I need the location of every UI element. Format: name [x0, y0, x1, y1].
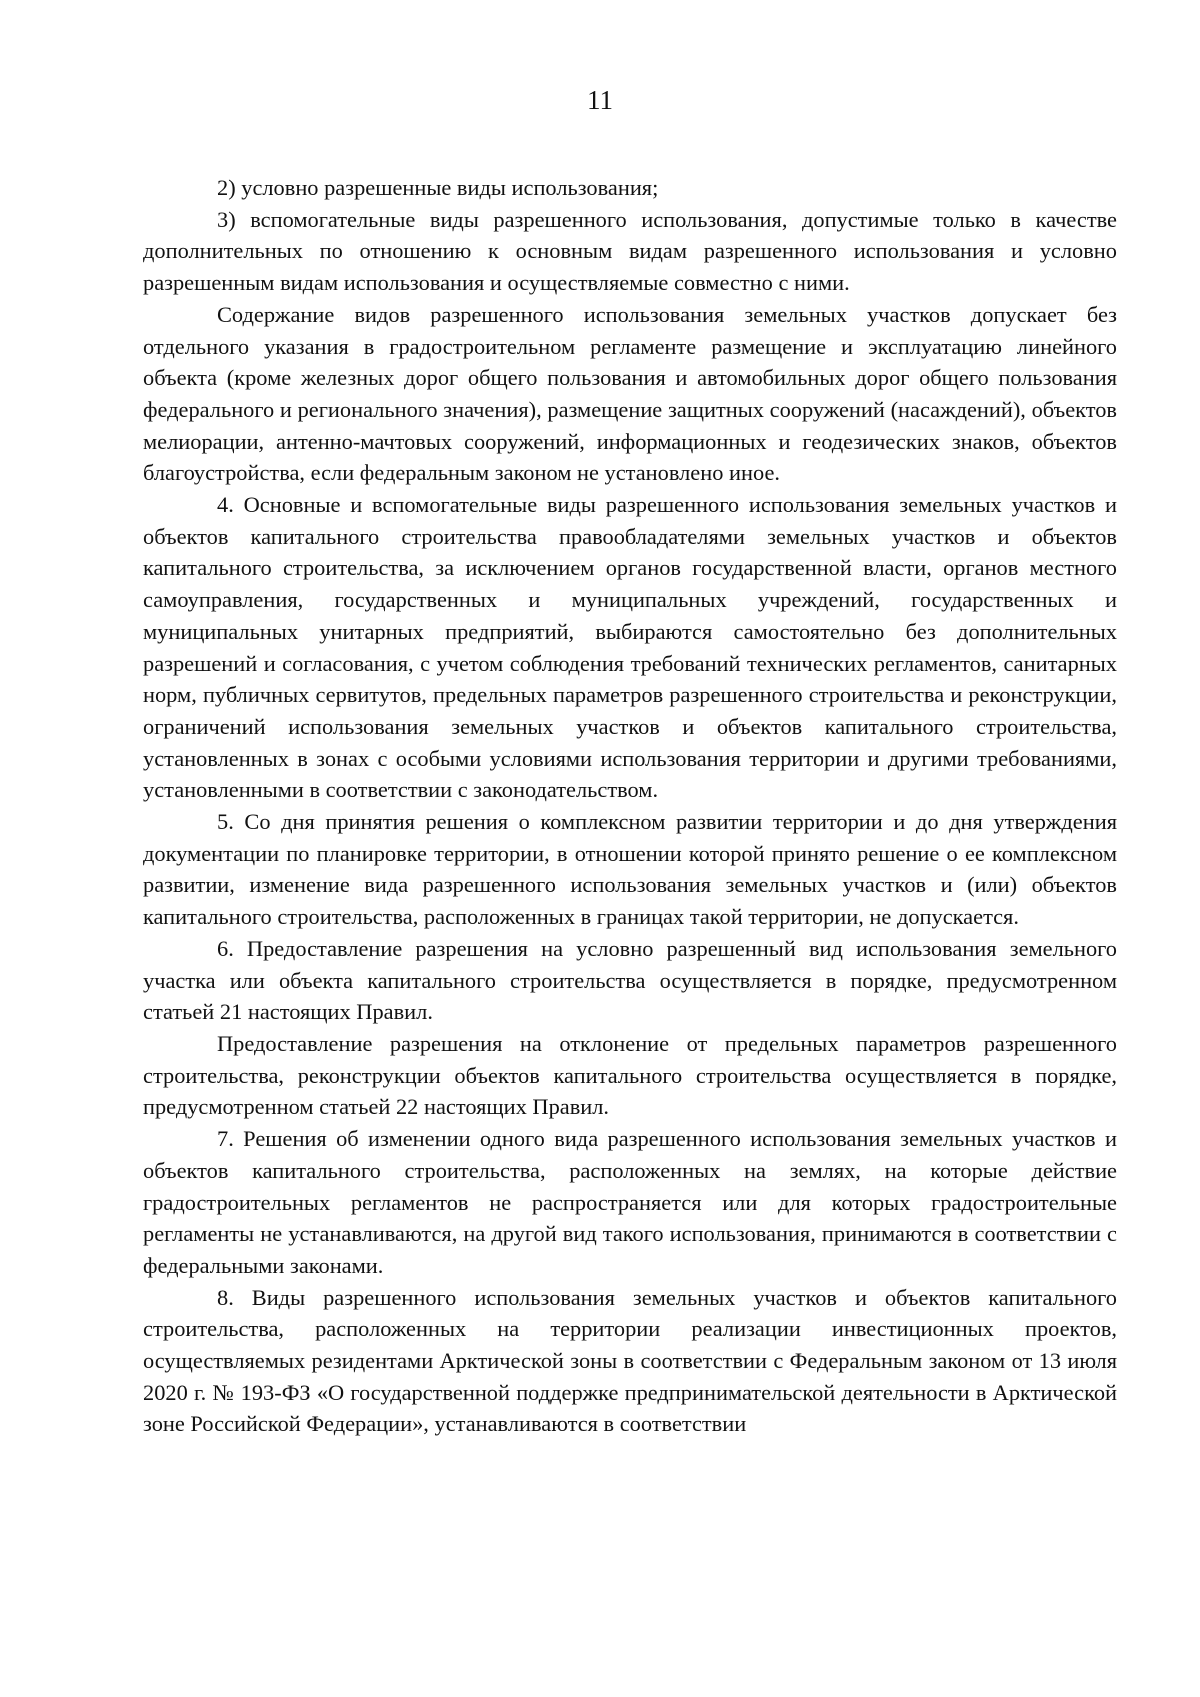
paragraph-clause-8: 8. Виды разрешенного использования земельных участков и объектов капитального строительства, расположенных на территории реализации инвестиционных проектов, осуществляемых резидентами Арктической зоны в соответствии с Федеральным законом от 13 июля 2020 г. № 193-ФЗ «О государственной поддержке предпринимательской деятельности в Арктической зоне Российской Федерации», устанавливаются в соответствии: [143, 1284, 1117, 1437]
document-body: [143, 172, 1117, 1440]
paragraph-clause-7: 7. Решения об изменении одного вида разрешенного использования земельных участков и объектов капитального строительства, расположенных на землях, на которые действие градостроительных регламентов не распространяется или для которых градостроительные регламенты не устанавливаются, на другой вид такого использования, принимаются в соответствии с федеральными законами.: [143, 1126, 1117, 1278]
paragraph-clause-6: 6. Предоставление разрешения на условно разрешенный вид использования земельного участка или объекта капитального строительства осуществляется в порядке, предусмотренном статьей 21 настоящих Правил.: [143, 935, 1117, 1025]
paragraph-clause-5: 5. Со дня принятия решения о комплексном развитии территории и до дня утверждения документации по планировке территории, в отношении которой принято решение о ее комплексном развитии, изменение вида разрешенного использования земельных участков и (или) объектов капитального строительства, расположенных в границах такой территории, не допускается.: [143, 809, 1117, 930]
paragraph-item-3: 3) вспомогательные виды разрешенного использования, допустимые только в качестве дополнительных по отношению к основным видам разрешенного использования и условно разрешенным видам использования и осуществляемые совместно с ними.: [143, 206, 1117, 296]
paragraph-clause-4: 4. Основные и вспомогательные виды разрешенного использования земельных участков и объектов капитального строительства правообладателями земельных участков и объектов капитального строительства, за исключением органов государственной власти, органов местного самоуправления, государственных и муниципальных учреждений, государственных и муниципальных унитарных предприятий, выбираются самостоятельно без дополнительных разрешений и согласования, с учетом соблюдения требований технических регламентов, санитарных норм, публичных сервитутов, предельных параметров разрешенного строительства и реконструкции, ограничений использования земельных участков и объектов капитального строительства, установленных в зонах с особыми условиями использования территории и другими требованиями, установленными в соответствии с законодательством.: [143, 492, 1117, 803]
paragraph-land-use-content: Содержание видов разрешенного использования земельных участков допускает без отдельного указания в градостроительном регламенте размещение и эксплуатацию линейного объекта (кроме железных дорог общего пользования и автомобильных дорог общего пользования федерального и регионального значения), размещение защитных сооружений (насаждений), объектов мелиорации, антенно-мачтовых сооружений, информационных и геодезических знаков, объектов благоустройства, если федеральным законом не установлено иное.: [143, 301, 1117, 486]
page-number: 11: [587, 85, 613, 115]
paragraph-deviation-permit: Предоставление разрешения на отклонение от предельных параметров разрешенного строительства, реконструкции объектов капитального строительства осуществляется в порядке, предусмотренном статьей 22 настоящих Правил.: [143, 1030, 1117, 1120]
paragraph-item-2: 2) условно разрешенные виды использования;: [217, 175, 659, 200]
